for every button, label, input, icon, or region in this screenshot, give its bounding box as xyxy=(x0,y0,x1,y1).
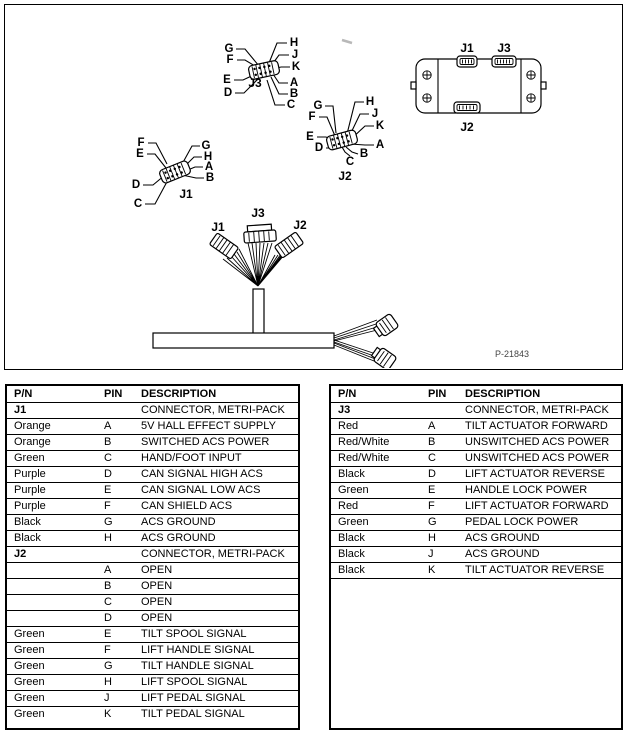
pin-cell: A xyxy=(421,419,458,435)
pin-cell: G xyxy=(97,515,134,531)
table-row xyxy=(331,403,621,419)
harness-label-j2: J2 xyxy=(293,218,307,232)
pin-cell: E xyxy=(421,483,458,499)
description-cell: OPEN xyxy=(134,611,298,627)
pn-cell: Green xyxy=(7,691,97,707)
table-row xyxy=(7,515,298,531)
pin-cell: A xyxy=(97,419,134,435)
pn-cell: Green xyxy=(7,643,97,659)
pin-label: C xyxy=(133,198,143,210)
description-cell: UNSWITCHED ACS POWER xyxy=(458,435,621,451)
harness-label-j1: J1 xyxy=(211,220,225,234)
pin-cell: B xyxy=(97,579,134,595)
pin-label: G xyxy=(201,140,211,152)
pn-cell: Red xyxy=(331,499,421,515)
harness-connector-j2 xyxy=(274,232,303,258)
column-header-description: DESCRIPTION xyxy=(458,386,621,403)
description-cell: OPEN xyxy=(134,595,298,611)
description-cell: ACS GROUND xyxy=(134,515,298,531)
pin-cell: J xyxy=(97,691,134,707)
pin-cell xyxy=(97,403,134,419)
description-cell: 5V HALL EFFECT SUPPLY xyxy=(134,419,298,435)
pn-cell: J2 xyxy=(7,547,97,563)
pn-cell: Green xyxy=(7,627,97,643)
pinout-table-j3 xyxy=(329,384,623,730)
pin-label: A xyxy=(204,161,214,173)
table-row xyxy=(7,611,298,627)
pin-label: J xyxy=(291,49,299,61)
pin-label: B xyxy=(289,88,299,100)
pn-cell: Purple xyxy=(7,483,97,499)
table-row xyxy=(7,595,298,611)
description-cell: OPEN xyxy=(134,579,298,595)
metri-pack-connector-icon xyxy=(326,129,359,150)
wire-harness xyxy=(153,206,399,368)
pn-cell: Red xyxy=(331,419,421,435)
harness-branch-plug-upper xyxy=(372,313,399,339)
description-cell: CAN SHIELD ACS xyxy=(134,499,298,515)
table-row xyxy=(7,499,298,515)
pn-cell xyxy=(7,579,97,595)
harness-label-j3: J3 xyxy=(251,206,265,220)
pin-cell: K xyxy=(104,708,112,721)
pin-label: E xyxy=(223,74,231,86)
pn-cell: Green xyxy=(7,659,97,675)
pin-label: D xyxy=(131,179,141,191)
description-cell: CONNECTOR, METRI-PACK xyxy=(458,403,621,419)
pin-label: F xyxy=(308,111,316,123)
pn-cell: J3 xyxy=(331,403,421,419)
pin-label: H xyxy=(365,96,375,108)
table-row xyxy=(7,643,298,659)
harness-branch-plug-lower xyxy=(370,345,397,368)
print-artifact xyxy=(342,40,352,43)
pn-cell xyxy=(7,611,97,627)
table-row xyxy=(331,531,621,547)
pinout-table-j1-j2 xyxy=(5,384,300,730)
pin-label: C xyxy=(286,99,296,111)
pn-cell: Red/White xyxy=(331,435,421,451)
pin-label: A xyxy=(289,77,299,89)
pn-cell: Black xyxy=(331,563,421,579)
pn-cell: Green xyxy=(331,515,421,531)
column-header-pin: PIN xyxy=(97,386,134,403)
harness-sleeve-vertical xyxy=(253,289,264,334)
pin-label: K xyxy=(375,120,385,132)
pin-label: E xyxy=(306,131,314,143)
pn-cell: Green xyxy=(7,675,97,691)
pin-label: B xyxy=(205,172,215,184)
description-cell: LIFT SPOOL SIGNAL xyxy=(134,675,298,691)
pin-cell: D xyxy=(421,467,458,483)
pin-cell: F xyxy=(421,499,458,515)
pin-cell: H xyxy=(421,531,458,547)
table-row xyxy=(7,547,298,563)
pin-cell: G xyxy=(421,515,458,531)
figure-number: P-21843 xyxy=(495,349,530,359)
pin-label: F xyxy=(137,137,145,149)
table-row xyxy=(331,483,621,499)
pin-label: H xyxy=(203,151,213,163)
pin-cell: E xyxy=(97,627,134,643)
column-header-description: DESCRIPTION xyxy=(134,386,298,403)
pn-cell: Black xyxy=(7,515,97,531)
j2-pin-callout xyxy=(306,96,385,183)
harness-connector-j3 xyxy=(243,224,276,243)
pin-cell: C xyxy=(421,451,458,467)
description-cell: TILT HANDLE SIGNAL xyxy=(134,659,298,675)
description-cell: CONNECTOR, METRI-PACK xyxy=(134,403,298,419)
controller-label-j2: J2 xyxy=(460,120,474,134)
description-cell: PEDAL LOCK POWER xyxy=(458,515,621,531)
table-row xyxy=(7,659,298,675)
pin-label: A xyxy=(375,139,385,151)
description-cell: TILT ACTUATOR REVERSE xyxy=(458,563,621,579)
j1-pin-callout xyxy=(132,137,214,210)
table-header-row xyxy=(331,386,621,403)
pin-label: B xyxy=(359,148,369,160)
pn-cell: Black xyxy=(331,467,421,483)
pn-cell: Green xyxy=(331,483,421,499)
controller-port-j1 xyxy=(457,56,477,67)
pin-cell: J xyxy=(421,547,458,563)
pn-cell xyxy=(7,595,97,611)
description-cell: HANDLE LOCK POWER xyxy=(458,483,621,499)
table-row xyxy=(7,579,298,595)
description-cell: LIFT HANDLE SIGNAL xyxy=(134,643,298,659)
pn-cell xyxy=(7,563,97,579)
pin-label: K xyxy=(291,61,301,73)
table-row xyxy=(7,563,298,579)
pin-cell xyxy=(97,547,134,563)
pin-cell: E xyxy=(97,483,134,499)
description-cell: UNSWITCHED ACS POWER xyxy=(458,451,621,467)
pin-cell: B xyxy=(421,435,458,451)
j3-pin-callout xyxy=(223,37,301,111)
description-cell: TILT ACTUATOR FORWARD xyxy=(458,419,621,435)
metri-pack-connector-icon xyxy=(158,160,191,184)
pin-label: G xyxy=(224,43,234,55)
controller-label-j3: J3 xyxy=(497,41,511,55)
table-row xyxy=(331,547,621,563)
description-cell: LIFT ACTUATOR REVERSE xyxy=(458,467,621,483)
pn-cell: Red/White xyxy=(331,451,421,467)
description-cell: TILT SPOOL SIGNAL xyxy=(134,627,298,643)
pin-label: D xyxy=(223,87,233,99)
pin-cell: A xyxy=(97,563,134,579)
description-cell: ACS GROUND xyxy=(458,547,621,563)
table-row xyxy=(7,627,298,643)
pn-cell: J1 xyxy=(7,403,97,419)
description-cell: ACS GROUND xyxy=(458,531,621,547)
wiring-diagram xyxy=(5,5,621,368)
pin-label: F xyxy=(226,54,234,66)
pin-label: G xyxy=(313,100,323,112)
pin-cell: H xyxy=(97,531,134,547)
table-row xyxy=(7,403,298,419)
table-row xyxy=(7,707,298,723)
pin-label: C xyxy=(345,156,355,168)
description-cell: OPEN xyxy=(134,563,298,579)
description-cell: LIFT PEDAL SIGNAL xyxy=(134,691,298,707)
pin-cell: F xyxy=(97,499,134,515)
table-row xyxy=(7,675,298,691)
pn-cell: Orange xyxy=(7,419,97,435)
pn-cell: Black xyxy=(7,531,97,547)
table-row xyxy=(331,419,621,435)
description-cell: TILT PEDAL SIGNAL xyxy=(141,708,245,721)
pn-cell: Purple xyxy=(7,467,97,483)
controller-port-j2 xyxy=(454,102,480,113)
column-header-pn: P/N xyxy=(331,386,421,403)
pn-cell: Green xyxy=(7,451,97,467)
pin-cell xyxy=(421,403,458,419)
description-cell: CAN SIGNAL HIGH ACS xyxy=(134,467,298,483)
pn-cell: Purple xyxy=(7,499,97,515)
pin-cell: D xyxy=(97,611,134,627)
description-cell: SWITCHED ACS POWER xyxy=(134,435,298,451)
table-row xyxy=(7,467,298,483)
acs-controller xyxy=(411,41,546,134)
pin-cell: G xyxy=(97,659,134,675)
connector-label: J1 xyxy=(179,187,193,201)
pin-cell: K xyxy=(421,563,458,579)
pn-cell: Black xyxy=(331,547,421,563)
description-cell: LIFT ACTUATOR FORWARD xyxy=(458,499,621,515)
table-row xyxy=(331,563,621,579)
table-row xyxy=(331,515,621,531)
pin-label: J xyxy=(371,108,379,120)
pin-cell: B xyxy=(97,435,134,451)
controller-label-j1: J1 xyxy=(460,41,474,55)
description-cell: ACS GROUND xyxy=(134,531,298,547)
pin-cell: F xyxy=(97,643,134,659)
controller-port-j3 xyxy=(492,56,516,67)
table-row xyxy=(7,531,298,547)
column-header-pn: P/N xyxy=(7,386,97,403)
figure-box xyxy=(4,4,623,370)
table-row xyxy=(331,467,621,483)
connector-label: J3 xyxy=(248,76,262,90)
description-cell: HAND/FOOT INPUT xyxy=(134,451,298,467)
table-header-row xyxy=(7,386,298,403)
pin-cell: H xyxy=(97,675,134,691)
table-row xyxy=(7,419,298,435)
pin-label: E xyxy=(136,148,144,160)
pin-cell: D xyxy=(97,467,134,483)
pn-cell: Orange xyxy=(7,435,97,451)
pn-cell: Green xyxy=(14,708,45,721)
table-row xyxy=(7,435,298,451)
table-row xyxy=(7,483,298,499)
pin-cell: C xyxy=(97,595,134,611)
table-row xyxy=(7,691,298,707)
pin-cell: C xyxy=(97,451,134,467)
table-row xyxy=(331,499,621,515)
table-row xyxy=(7,451,298,467)
description-cell: CONNECTOR, METRI-PACK xyxy=(134,547,298,563)
table-row xyxy=(331,435,621,451)
harness-connector-j1 xyxy=(209,233,238,259)
pin-label: D xyxy=(314,142,324,154)
table-row xyxy=(331,451,621,467)
connector-label: J2 xyxy=(338,169,352,183)
column-header-pin: PIN xyxy=(421,386,458,403)
pn-cell: Black xyxy=(331,531,421,547)
harness-sleeve-horizontal xyxy=(153,333,334,348)
description-cell: CAN SIGNAL LOW ACS xyxy=(134,483,298,499)
pin-label: H xyxy=(289,37,299,49)
